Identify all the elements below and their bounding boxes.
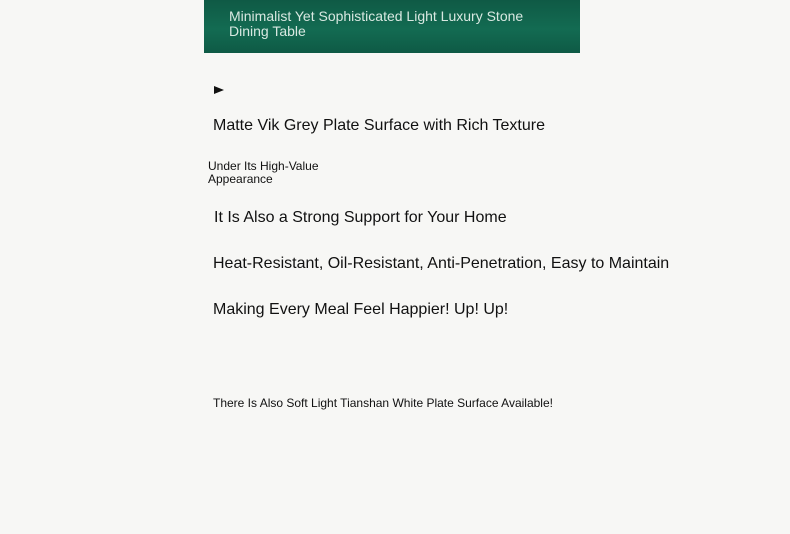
play-arrow-icon[interactable] [213, 84, 225, 96]
hero-title: Minimalist Yet Sophisticated Light Luxury Stone Dining Table [229, 8, 524, 39]
happier-meal-text: Making Every Meal Feel Happier! Up! Up! [213, 301, 509, 318]
matte-surface-text: Matte Vik Grey Plate Surface with Rich Texture [213, 117, 545, 134]
strong-support-text: It Is Also a Strong Support for Your Home [214, 209, 507, 226]
resistant-features-text: Heat-Resistant, Oil-Resistant, Anti-Penetration, Easy to Maintain [213, 255, 670, 272]
tianshan-option-text: There Is Also Soft Light Tianshan White Plate Surface Available! [213, 396, 553, 410]
high-value-caption: Under Its High-Value Appearance [208, 159, 319, 186]
hero-banner [204, 0, 580, 53]
